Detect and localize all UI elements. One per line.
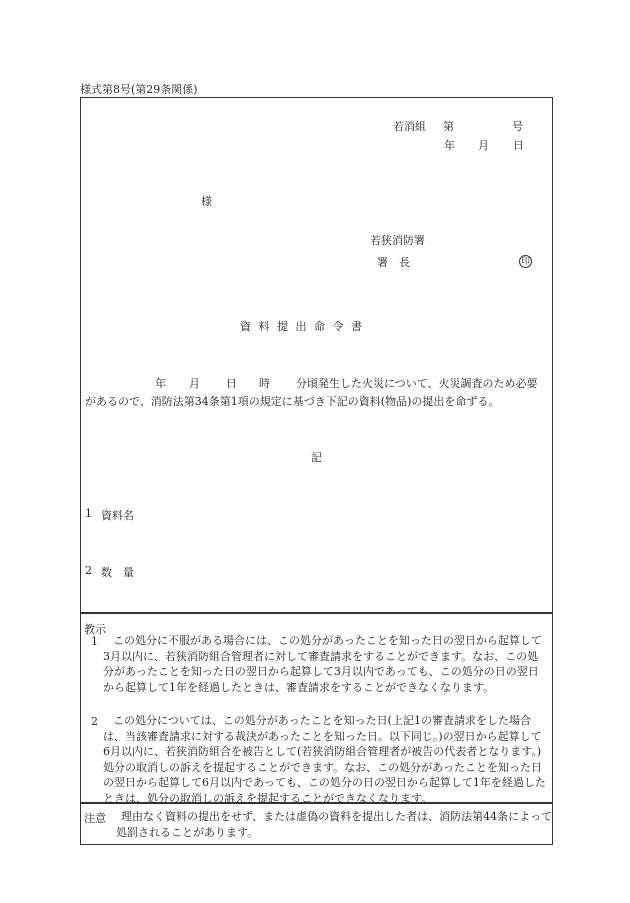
doc-number-prefix: 若消組 xyxy=(393,120,426,133)
main-form-box xyxy=(80,97,553,613)
issuer-office: 若狭消防署 xyxy=(370,234,425,247)
body-date-year: 年 xyxy=(155,377,166,390)
note-label: 注意 xyxy=(84,812,106,825)
body-date-month: 月 xyxy=(189,377,200,390)
form-label: 様式第8号(第29条関係) xyxy=(80,83,198,96)
kyoji-heading: 教示 xyxy=(84,623,106,636)
note-text: 理由なく資料の提出をせず、または虚偽の資料を提出した者は、消防法第44条によって処罰されることがあります。 xyxy=(116,810,553,839)
issuer-title: 署 長 xyxy=(377,256,410,269)
kyoji-item2-text: この処分については、この処分があったことを知った日(上記1の審査請求をした場合は、当該審査請求に対する裁決があったことを知った日。以下同じ。)の翌日から起算して6月以内に、若狭消防組合を被告として(若狭消防組合管理者が被告の代表者となります。)処分の取消しの訴えを提起することができます。なお、この処分があったことを知った日の翌日から起算して6月以内であっても、この処分の日の翌日から起算して1年を経過したときは、処分の取消しの訴えを提起することができなくなります。 xyxy=(103,714,546,805)
item-label-shiryomei: 資料名 xyxy=(101,509,134,522)
ki-mark: 記 xyxy=(311,451,322,464)
doc-number-mid: 第 xyxy=(443,120,454,133)
body-line2: があるので、消防法第34条第1項の規定に基づき下記の資料(物品)の提出を命ずる。 xyxy=(85,395,500,408)
item-label-suryo: 数 量 xyxy=(101,566,134,579)
document-title: 資 料 提 出 命 令 書 xyxy=(240,320,364,333)
body-date-hour: 時 xyxy=(259,377,270,390)
body-date-day: 日 xyxy=(226,377,237,390)
header-date-month: 月 xyxy=(478,139,489,152)
kyoji-item2-number: 2 xyxy=(91,715,98,728)
addressee-suffix: 様 xyxy=(201,195,212,208)
body-line1: 分頃発生した火災について、火災調査のため必要 xyxy=(296,377,538,390)
header-date-day: 日 xyxy=(513,139,524,152)
kyoji-item1-number: 1 xyxy=(91,635,98,648)
header-date-year: 年 xyxy=(444,139,455,152)
kyoji-item1-text: この処分に不服がある場合には、この処分があったことを知った日の翌日から起算して3月以内に、若狭消防組合管理者に対して審査請求をすることができます。なお、この処分があったことを知った日の翌日から起算して3月以内であっても、この処分の日の翌日から起算して1年を経過したときは、審査請求をすることができなくなります。 xyxy=(103,634,542,694)
doc-number-suffix: 号 xyxy=(512,120,523,133)
item-number: 1 xyxy=(85,507,92,520)
seal-mark: 印 xyxy=(520,257,530,267)
item-number: 2 xyxy=(85,564,92,577)
